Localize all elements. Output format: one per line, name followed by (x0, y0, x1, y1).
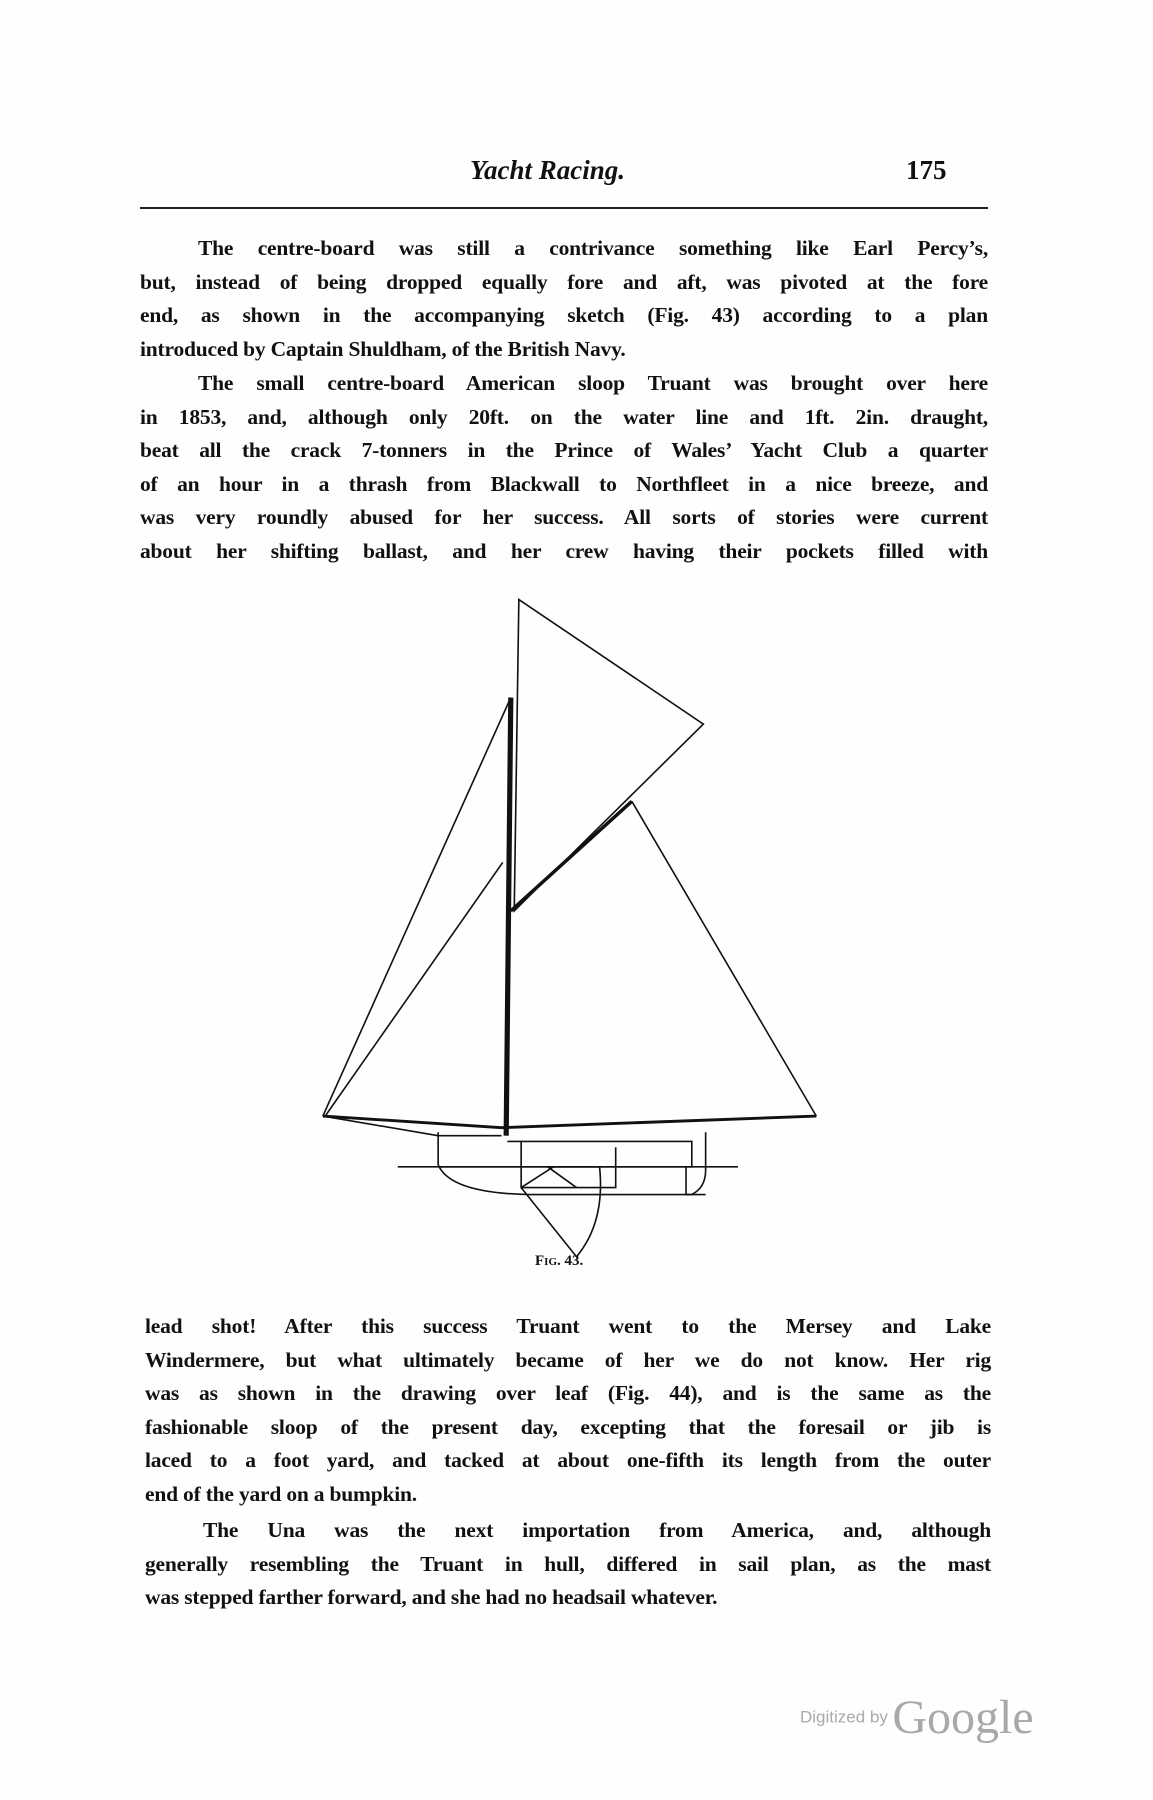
text-line: generally resembling the Truant in hull, differed in sail plan, as the mast (145, 1551, 991, 1576)
text-line: introduced by Captain Shuldham, of the British Navy. (140, 336, 626, 361)
jib-luff (325, 862, 503, 1116)
text-line: end of the yard on a bumpkin. (145, 1481, 417, 1506)
text-line: but, instead of being dropped equally fore and aft, was pivoted at the fore (140, 269, 988, 294)
topsail (514, 600, 703, 911)
mainsail-leech (632, 801, 816, 1116)
text-line: The small centre-board American sloop Truant was brought over here (198, 371, 988, 395)
page-number: 175 (906, 155, 947, 185)
text-line: was as shown in the drawing over leaf (Fig. 44), and is the same as the (145, 1381, 991, 1406)
text-line: was very roundly abused for her success. All sorts of stories were current (140, 505, 988, 530)
text-line: fashionable sloop of the present day, excepting that the foresail or jib is (145, 1414, 991, 1439)
text-line: lead shot! After this success Truant went to the Mersey and Lake (145, 1314, 991, 1338)
google-watermark (800, 1690, 1034, 1745)
text-line: beat all the crack 7-tonners in the Prince of Wales’ Yacht Club a quarter (140, 438, 988, 463)
keel-box (521, 1141, 616, 1187)
rudder (686, 1167, 706, 1195)
watermark-brand: Google (892, 1691, 1034, 1744)
cabin (438, 1136, 692, 1167)
jib-foot (323, 1116, 502, 1128)
text-line: was stepped farther forward, and she had no headsail whatever. (145, 1585, 718, 1610)
text-line: end, as shown in the accompanying sketch (Fig. 43) according to a plan (140, 303, 988, 328)
text-line: in 1853, and, although only 20ft. on the water line and 1ft. 2in. draught, (140, 404, 988, 429)
paragraph-3 (145, 1310, 991, 1512)
text-line: of an hour in a thrash from Blackwall to Northfleet in a nice breeze, and (140, 471, 988, 496)
running-header-title: Yacht Racing. (470, 155, 626, 185)
text-line: Windermere, but what ultimately became of her we do not know. Her rig (145, 1347, 991, 1372)
text-line: laced to a foot yard, and tacked at about one-fifth its length from the outer (145, 1448, 991, 1473)
mast (506, 698, 511, 1136)
gaff (511, 801, 632, 911)
paragraph-4 (145, 1514, 991, 1615)
text-line: The centre-board was still a contrivance something like Earl Percy’s, (198, 236, 988, 260)
centreboard (521, 1167, 600, 1257)
text-line: The Una was the next importation from America, and, although (203, 1518, 991, 1542)
watermark-prefix: Digitized by (800, 1707, 888, 1727)
text-line: about her shifting ballast, and her crew having their pockets filled with (140, 538, 988, 563)
figure-caption: Fig. 43. (535, 1253, 584, 1269)
boom (502, 1116, 817, 1128)
forestay (323, 698, 511, 1117)
